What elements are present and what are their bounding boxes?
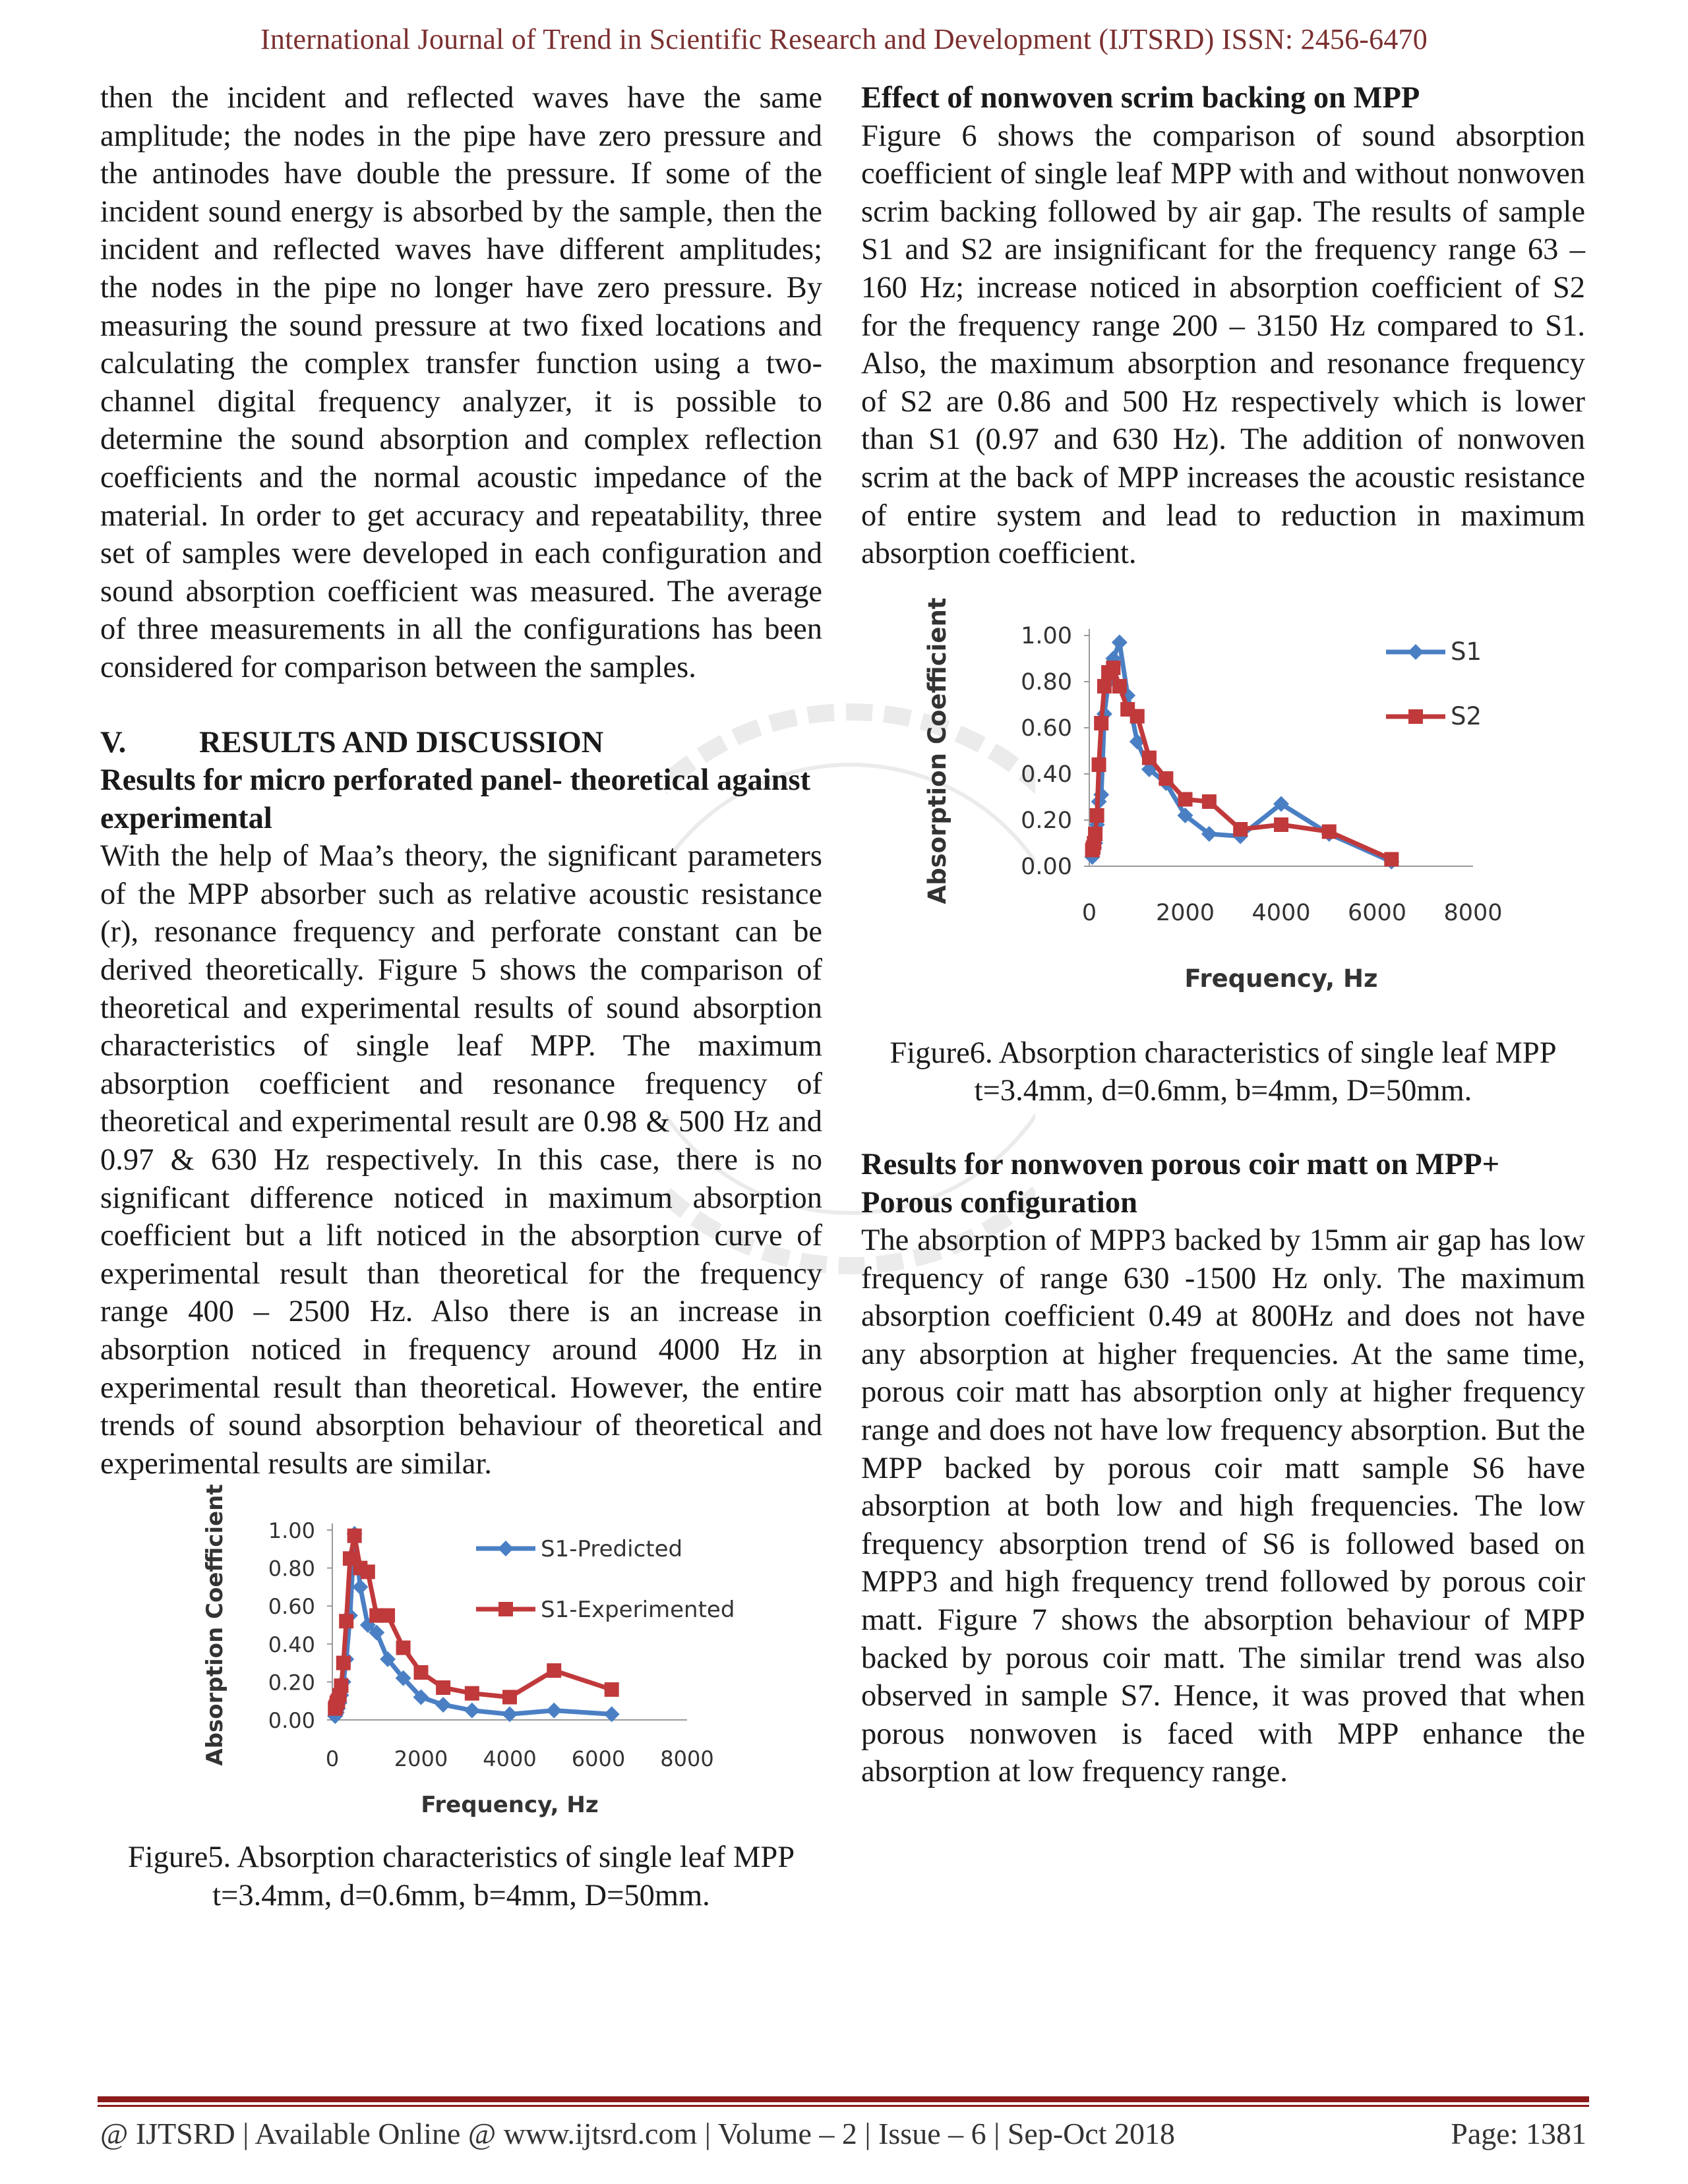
x-axis-title: Frequency, Hz xyxy=(421,1792,599,1819)
data-point-square xyxy=(1088,827,1102,841)
y-tick-label: 0.40 xyxy=(1021,761,1072,788)
section-title: RESULTS AND DISCUSSION xyxy=(199,725,604,759)
footer-rule-thick xyxy=(98,2096,1589,2102)
scrim-paragraph: Figure 6 shows the comparison of sound absorption coefficient of single leaf MPP with and without nonwoven scrim backing followed by air gap. The results of sample S1 and S2 are insignificant for the frequency range 63 – 160 Hz; increase noticed in absorption coefficient of S2 for the frequency range 200 – 3150 Hz compared to S1. Also, the maximum absorption and resonance frequency of S2 are 0.86 and 500 Hz respectively which is lower than S1 (0.97 and 630 Hz). The addition of nonwoven scrim at the back of MPP increases the acoustic resistance of entire system and lead to reduction in maximum absorption coefficient. xyxy=(861,119,1585,571)
y-tick-label: 1.00 xyxy=(1021,622,1072,649)
data-point-diamond xyxy=(352,1579,368,1595)
data-point-square xyxy=(336,1656,351,1670)
x-tick-label: 2000 xyxy=(1155,899,1215,926)
data-point-diamond xyxy=(435,1697,451,1713)
legend-label: S1 xyxy=(1451,637,1482,666)
figure5-chart xyxy=(100,1483,822,1839)
x-tick-label: 6000 xyxy=(1347,899,1407,926)
data-point-square xyxy=(1092,757,1106,772)
data-point-square xyxy=(1090,808,1104,823)
subheading-coir-matt: Results for nonwoven porous coir matt on MPP+ Porous configuration xyxy=(861,1147,1500,1220)
y-tick-label: 0.20 xyxy=(268,1670,315,1696)
x-tick-label: 4000 xyxy=(1251,899,1311,926)
y-tick-label: 0.20 xyxy=(1021,807,1072,834)
data-point-square xyxy=(502,1690,517,1705)
data-point-square xyxy=(605,1682,619,1697)
data-point-square xyxy=(396,1641,411,1655)
y-tick-label: 0.00 xyxy=(268,1708,315,1734)
legend-label: S2 xyxy=(1451,701,1482,730)
data-point-square xyxy=(1322,824,1337,839)
x-axis-title: Frequency, Hz xyxy=(1184,964,1378,993)
figure6-caption-line2: t=3.4mm, d=0.6mm, b=4mm, D=50mm. xyxy=(974,1074,1472,1108)
y-tick-label: 0.60 xyxy=(1021,715,1072,742)
data-point-square xyxy=(547,1663,561,1678)
y-tick-label: 0.80 xyxy=(1021,668,1072,695)
figure5-caption-line2: t=3.4mm, d=0.6mm, b=4mm, D=50mm. xyxy=(212,1878,710,1912)
data-point-square xyxy=(1130,709,1145,723)
subheading-scrim-backing: Effect of nonwoven scrim backing on MPP xyxy=(861,81,1420,115)
data-point-square xyxy=(1106,661,1120,675)
data-point-square xyxy=(1142,750,1157,765)
subheading-mpp-theory: Results for micro perforated panel- theoretical against experimental xyxy=(100,763,811,835)
legend-marker-diamond xyxy=(1408,644,1424,660)
data-point-diamond xyxy=(464,1703,480,1719)
data-point-square xyxy=(1112,679,1127,694)
section-heading xyxy=(100,724,822,762)
legend-marker-diamond xyxy=(498,1541,514,1556)
data-point-square xyxy=(1097,679,1112,694)
coir-paragraph: The absorption of MPP3 backed by 15mm air gap has low frequency of range 630 -1500 Hz only. The maximum absorption coefficient 0.49 at 800Hz and does not have any absorption at higher frequencies. At the same time, porous coir matt has absorption only at higher frequency range and does not have low frequency absorption. But the MPP backed by porous coir matt sample S6 have absorption at both low and high frequencies. The low frequency absorption trend of S6 is followed based on MPP3 and high frequency trend followed by porous coir matt. Figure 7 shows the absorption behaviour of MPP backed by porous coir matt. The similar trend was also observed in sample S7. Hence, it was proved that when porous nonwoven is faced with MPP enhance the absorption at low frequency range. xyxy=(861,1224,1585,1789)
section-number: V. xyxy=(100,725,127,759)
footer-rule-thin xyxy=(98,2105,1589,2107)
data-point-square xyxy=(436,1680,450,1695)
data-point-square xyxy=(1384,852,1399,866)
data-point-square xyxy=(380,1608,395,1623)
data-point-square xyxy=(1274,817,1288,832)
figure6-chart xyxy=(861,573,1585,1034)
x-tick-label: 2000 xyxy=(394,1746,448,1772)
x-tick-label: 4000 xyxy=(483,1746,537,1772)
data-point-square xyxy=(1178,792,1193,806)
y-axis-title: Absorption Coefficient xyxy=(202,1484,228,1767)
data-point-square xyxy=(347,1529,362,1543)
journal-header: International Journal of Trend in Scientific Research and Development (IJTSRD) ISSN: 2456-6470 xyxy=(260,23,1428,55)
legend-marker-square xyxy=(1408,709,1423,724)
data-point-square xyxy=(339,1614,353,1629)
legend-marker-square xyxy=(498,1602,513,1616)
x-tick-label: 6000 xyxy=(571,1746,626,1772)
left-column xyxy=(100,79,822,1915)
footer-citation: @ IJTSRD | Available Online @ www.ijtsrd.com | Volume – 2 | Issue – 6 | Sep-Oct 2018 xyxy=(100,2117,1176,2150)
data-point-square xyxy=(361,1565,375,1579)
x-tick-label: 8000 xyxy=(1443,899,1503,926)
data-point-square xyxy=(1233,822,1248,837)
intro-paragraph: then the incident and reflected waves have the same amplitude; the nodes in the pipe have zero pressure and the antinodes have double the pressure. If some of the incident sound energy is absorbed by the sample, then the incident and reflected waves have different amplitudes; the nodes in the pipe no longer have zero pressure. By measuring the sound pressure at two fixed locations and calculating the complex transfer function using a two-channel digital frequency analyzer, it is possible to determine the sound absorption and complex reflection coefficients and the normal acoustic impedance of the material. In order to get accuracy and repeatability, three set of samples were developed in each configuration and sound absorption coefficient was measured. The average of three measurements in all the configurations has been considered for comparison between the samples. xyxy=(100,81,822,684)
data-point-square xyxy=(1159,771,1173,786)
right-column xyxy=(861,79,1585,1791)
page-number: Page: 1381 xyxy=(1451,2117,1586,2150)
x-tick-label: 0 xyxy=(1081,899,1097,926)
legend-label: S1-Predicted xyxy=(541,1536,683,1563)
y-tick-label: 1.00 xyxy=(268,1518,315,1544)
data-point-square xyxy=(465,1686,479,1701)
figure5-caption-line1: Figure5. Absorption characteristics of single leaf MPP xyxy=(127,1841,795,1875)
results-paragraph: With the help of Maa’s theory, the significant parameters of the MPP absorber such as relative acoustic resistance (r), resonance frequency and perforate constant can be derived theoretically. Figure 5 shows the comparison of theoretical and experimental results of sound absorption characteristics of single leaf MPP. The maximum absorption coefficient and resonance frequency of theoretical and experimental result are 0.98 & 500 Hz and 0.97 & 630 Hz respectively. In this case, there is no significant difference noticed in maximum absorption coefficient but a lift noticed in the absorption curve of experimental result than theoretical for the frequency range 400 – 2500 Hz. Also there is an increase in absorption noticed in frequency around 4000 Hz in experimental result than theoretical. However, the entire trends of sound absorption behaviour of theoretical and experimental results are similar. xyxy=(100,839,822,1481)
y-tick-label: 0.80 xyxy=(268,1556,315,1581)
data-point-square xyxy=(1094,716,1108,730)
y-tick-label: 0.00 xyxy=(1021,853,1072,880)
x-tick-label: 0 xyxy=(325,1746,340,1772)
data-point-diamond xyxy=(546,1703,562,1719)
page-footer xyxy=(100,2116,1586,2151)
data-point-square xyxy=(414,1665,429,1680)
y-tick-label: 0.40 xyxy=(268,1632,315,1658)
data-point-square xyxy=(1202,794,1217,809)
data-point-diamond xyxy=(1112,634,1128,650)
figure6-caption-line1: Figure6. Absorption characteristics of single leaf MPP xyxy=(889,1036,1557,1070)
y-tick-label: 0.60 xyxy=(268,1594,315,1620)
data-point-square xyxy=(334,1679,348,1694)
legend-label: S1-Experimented xyxy=(541,1597,735,1624)
y-axis-title: Absorption Coefficient xyxy=(923,597,951,904)
x-tick-label: 8000 xyxy=(660,1746,714,1772)
